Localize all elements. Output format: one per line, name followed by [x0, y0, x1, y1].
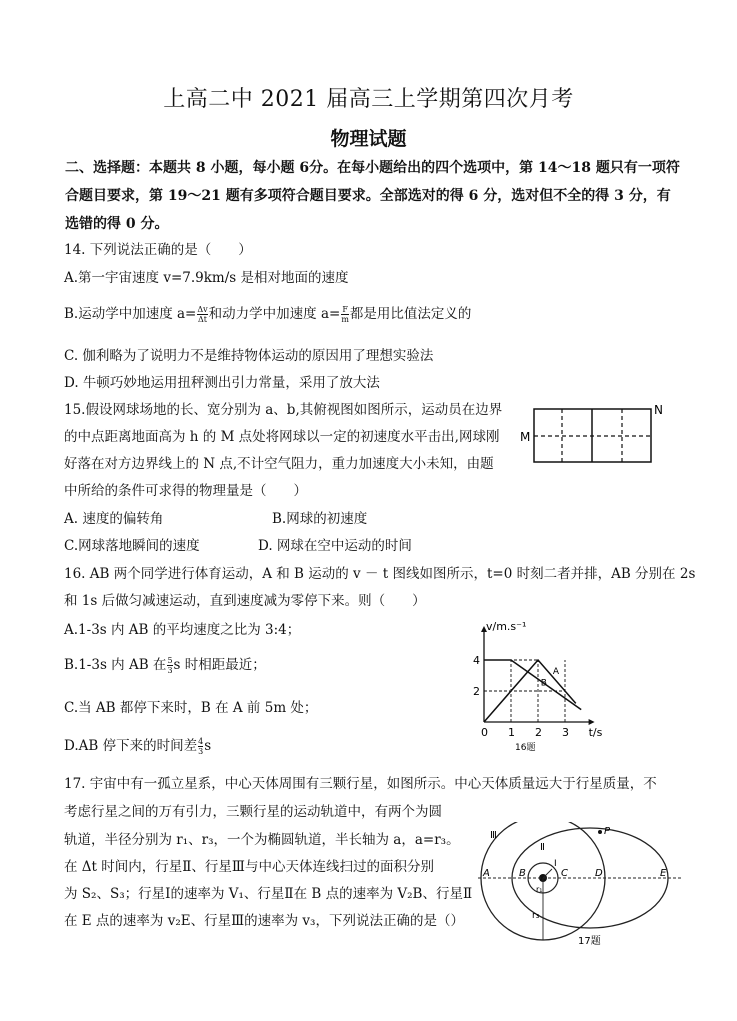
frac-num: 4	[198, 737, 204, 746]
x-tick-label: 3	[562, 726, 569, 739]
chart-caption: 16题	[515, 743, 536, 753]
q17-line: 为 S₂、S₃；行星Ⅰ的速率为 V₁、行星Ⅱ在 B 点的速率为 V₂B、行星Ⅱ	[64, 886, 473, 902]
x-tick-label: 0	[481, 726, 488, 739]
q16-b-text: B.1-3s 内 AB 在	[64, 657, 167, 673]
q15-option-a: A. 速度的偏转角	[64, 511, 164, 527]
q15-line: 的中点距离地面高为 h 的 M 点处将网球以一定的初速度水平击出,网球刚	[64, 429, 500, 445]
frac-den: Δt	[198, 315, 208, 324]
q17-line: 在 Δt 时间内，行星Ⅱ、行星Ⅲ与中心天体连线扫过的面积分别	[64, 859, 434, 875]
q17-orbit-figure	[470, 822, 690, 950]
frac-num: 5	[167, 656, 173, 665]
q14-option-a: A.第一宇宙速度 v=7.9km/s 是相对地面的速度	[64, 270, 349, 286]
y-axis-label: v/m.s⁻¹	[486, 620, 527, 633]
x-axis-arrow	[589, 719, 595, 725]
label-r3: r₃	[532, 911, 540, 921]
q14-b-text: 都是用比值法定义的	[349, 306, 472, 322]
frac-den: m	[341, 315, 349, 324]
q16-b-text: s 时相距最近；	[173, 657, 266, 673]
label-b: B	[519, 868, 526, 879]
label-p: P	[604, 826, 611, 837]
label-iii: Ⅲ	[490, 830, 497, 841]
q15-court-figure	[512, 400, 672, 470]
point-p	[598, 830, 602, 834]
q17-line: 考虑行星之间的万有引力，三颗行星的运动轨道中，有两个为圆	[64, 804, 442, 820]
label-d: D	[595, 868, 603, 879]
page-title: 上高二中 2021 届高三上学期第四次月考	[163, 87, 574, 112]
label-a: A	[483, 868, 490, 879]
frac-num: Δv	[197, 305, 208, 314]
q16-option-c: C.当 AB 都停下来时，B 在 A 前 5m 处；	[64, 700, 318, 716]
q16-option-b	[64, 653, 266, 675]
q15-line: 好落在对方边界线上的 N 点,不计空气阻力，重力加速度大小未知，由题	[64, 456, 494, 472]
y-tick-label: 4	[473, 654, 480, 667]
series-label-a: A	[552, 666, 560, 677]
q15-line: 15.假设网球场地的长、宽分别为 a、b,其俯视图如图所示，运动员在边界	[64, 402, 503, 418]
q15-line: 中所给的条件可求得的物理量是（ ）	[64, 483, 307, 499]
q16-option-a: A.1-3s 内 AB 的平均速度之比为 3:4；	[64, 622, 301, 638]
q15-option-d: D. 网球在空中运动的时间	[258, 538, 412, 554]
label-r1: r₁	[536, 885, 543, 894]
frac-den: 3	[167, 666, 173, 675]
x-tick-label: 1	[508, 726, 515, 739]
q16-vt-chart	[470, 618, 620, 753]
frac-den: 3	[198, 747, 204, 756]
court-label-n: N	[654, 403, 663, 417]
x-tick-label: 2	[535, 726, 542, 739]
q14-frac-accel	[197, 305, 207, 324]
q16-d-text: s	[204, 738, 212, 754]
label-e: E	[660, 868, 667, 879]
q14-frac-force	[341, 305, 349, 324]
q14-b-text: B.运动学中加速度 a=	[64, 306, 197, 322]
y-tick-label: 2	[473, 685, 480, 698]
q14-stem: 14. 下列说法正确的是（ ）	[64, 242, 252, 258]
q16-line: 16. AB 两个同学进行体育运动，A 和 B 运动的 v － t 图线如图所示，t=0 时刻二者并排，AB 分别在 2s	[64, 566, 696, 582]
series-line-b	[484, 660, 581, 710]
q17-line: 17. 宇宙中有一孤立星系，中心天体周围有三颗行星，如图所示。中心天体质量远大于行星质量，不	[64, 776, 657, 792]
q16-line: 和 1s 后做匀减速运动，直到速度减为零停下来。则（ ）	[64, 593, 426, 609]
q15-option-b: B.网球的初速度	[272, 511, 368, 527]
q14-option-c: C. 伽利略为了说明力不是维持物体运动的原因用了理想实验法	[64, 348, 434, 364]
q17-line: 轨道，半径分别为 r₁、r₃，一个为椭圆轨道，半长轴为 a，a=r₃。	[64, 832, 460, 848]
radius-r1	[543, 869, 552, 878]
label-c: C	[561, 868, 568, 879]
figure-caption: 17题	[578, 936, 601, 947]
court-label-m: M	[520, 430, 531, 444]
page-subtitle: 物理试题	[330, 128, 407, 150]
q16-b-frac	[167, 656, 172, 675]
x-axis-label: t/s	[588, 726, 603, 739]
frac-num: F	[342, 305, 348, 314]
q14-option-b	[64, 302, 471, 324]
q15-option-c: C.网球落地瞬间的速度	[64, 538, 200, 554]
q16-d-frac	[198, 737, 203, 756]
q17-line: 在 E 点的速率为 v₂E、行星Ⅲ的速率为 v₃，下列说法正确的是（）	[64, 913, 464, 929]
label-ii: Ⅱ	[540, 842, 545, 853]
series-label-b: B	[540, 678, 547, 689]
q16-d-text: D.AB 停下来的时间差	[64, 738, 198, 754]
section-instructions: 二、选择题：本题共 8 小题，每小题 6分。在每小题给出的四个选项中，第 14～18 题只有一项符合题目要求，第 19～21 题有多项符合题目要求。全部选对的得 6 分，选对但不全的得 3 分，有选错的得 0 分。	[65, 160, 680, 232]
label-i: Ⅰ	[554, 859, 557, 869]
q14-option-d: D. 牛顿巧妙地运用扭秤测出引力常量，采用了放大法	[64, 375, 380, 391]
q14-b-text: 和动力学中加速度 a=	[208, 306, 341, 322]
q16-option-d	[64, 734, 211, 756]
